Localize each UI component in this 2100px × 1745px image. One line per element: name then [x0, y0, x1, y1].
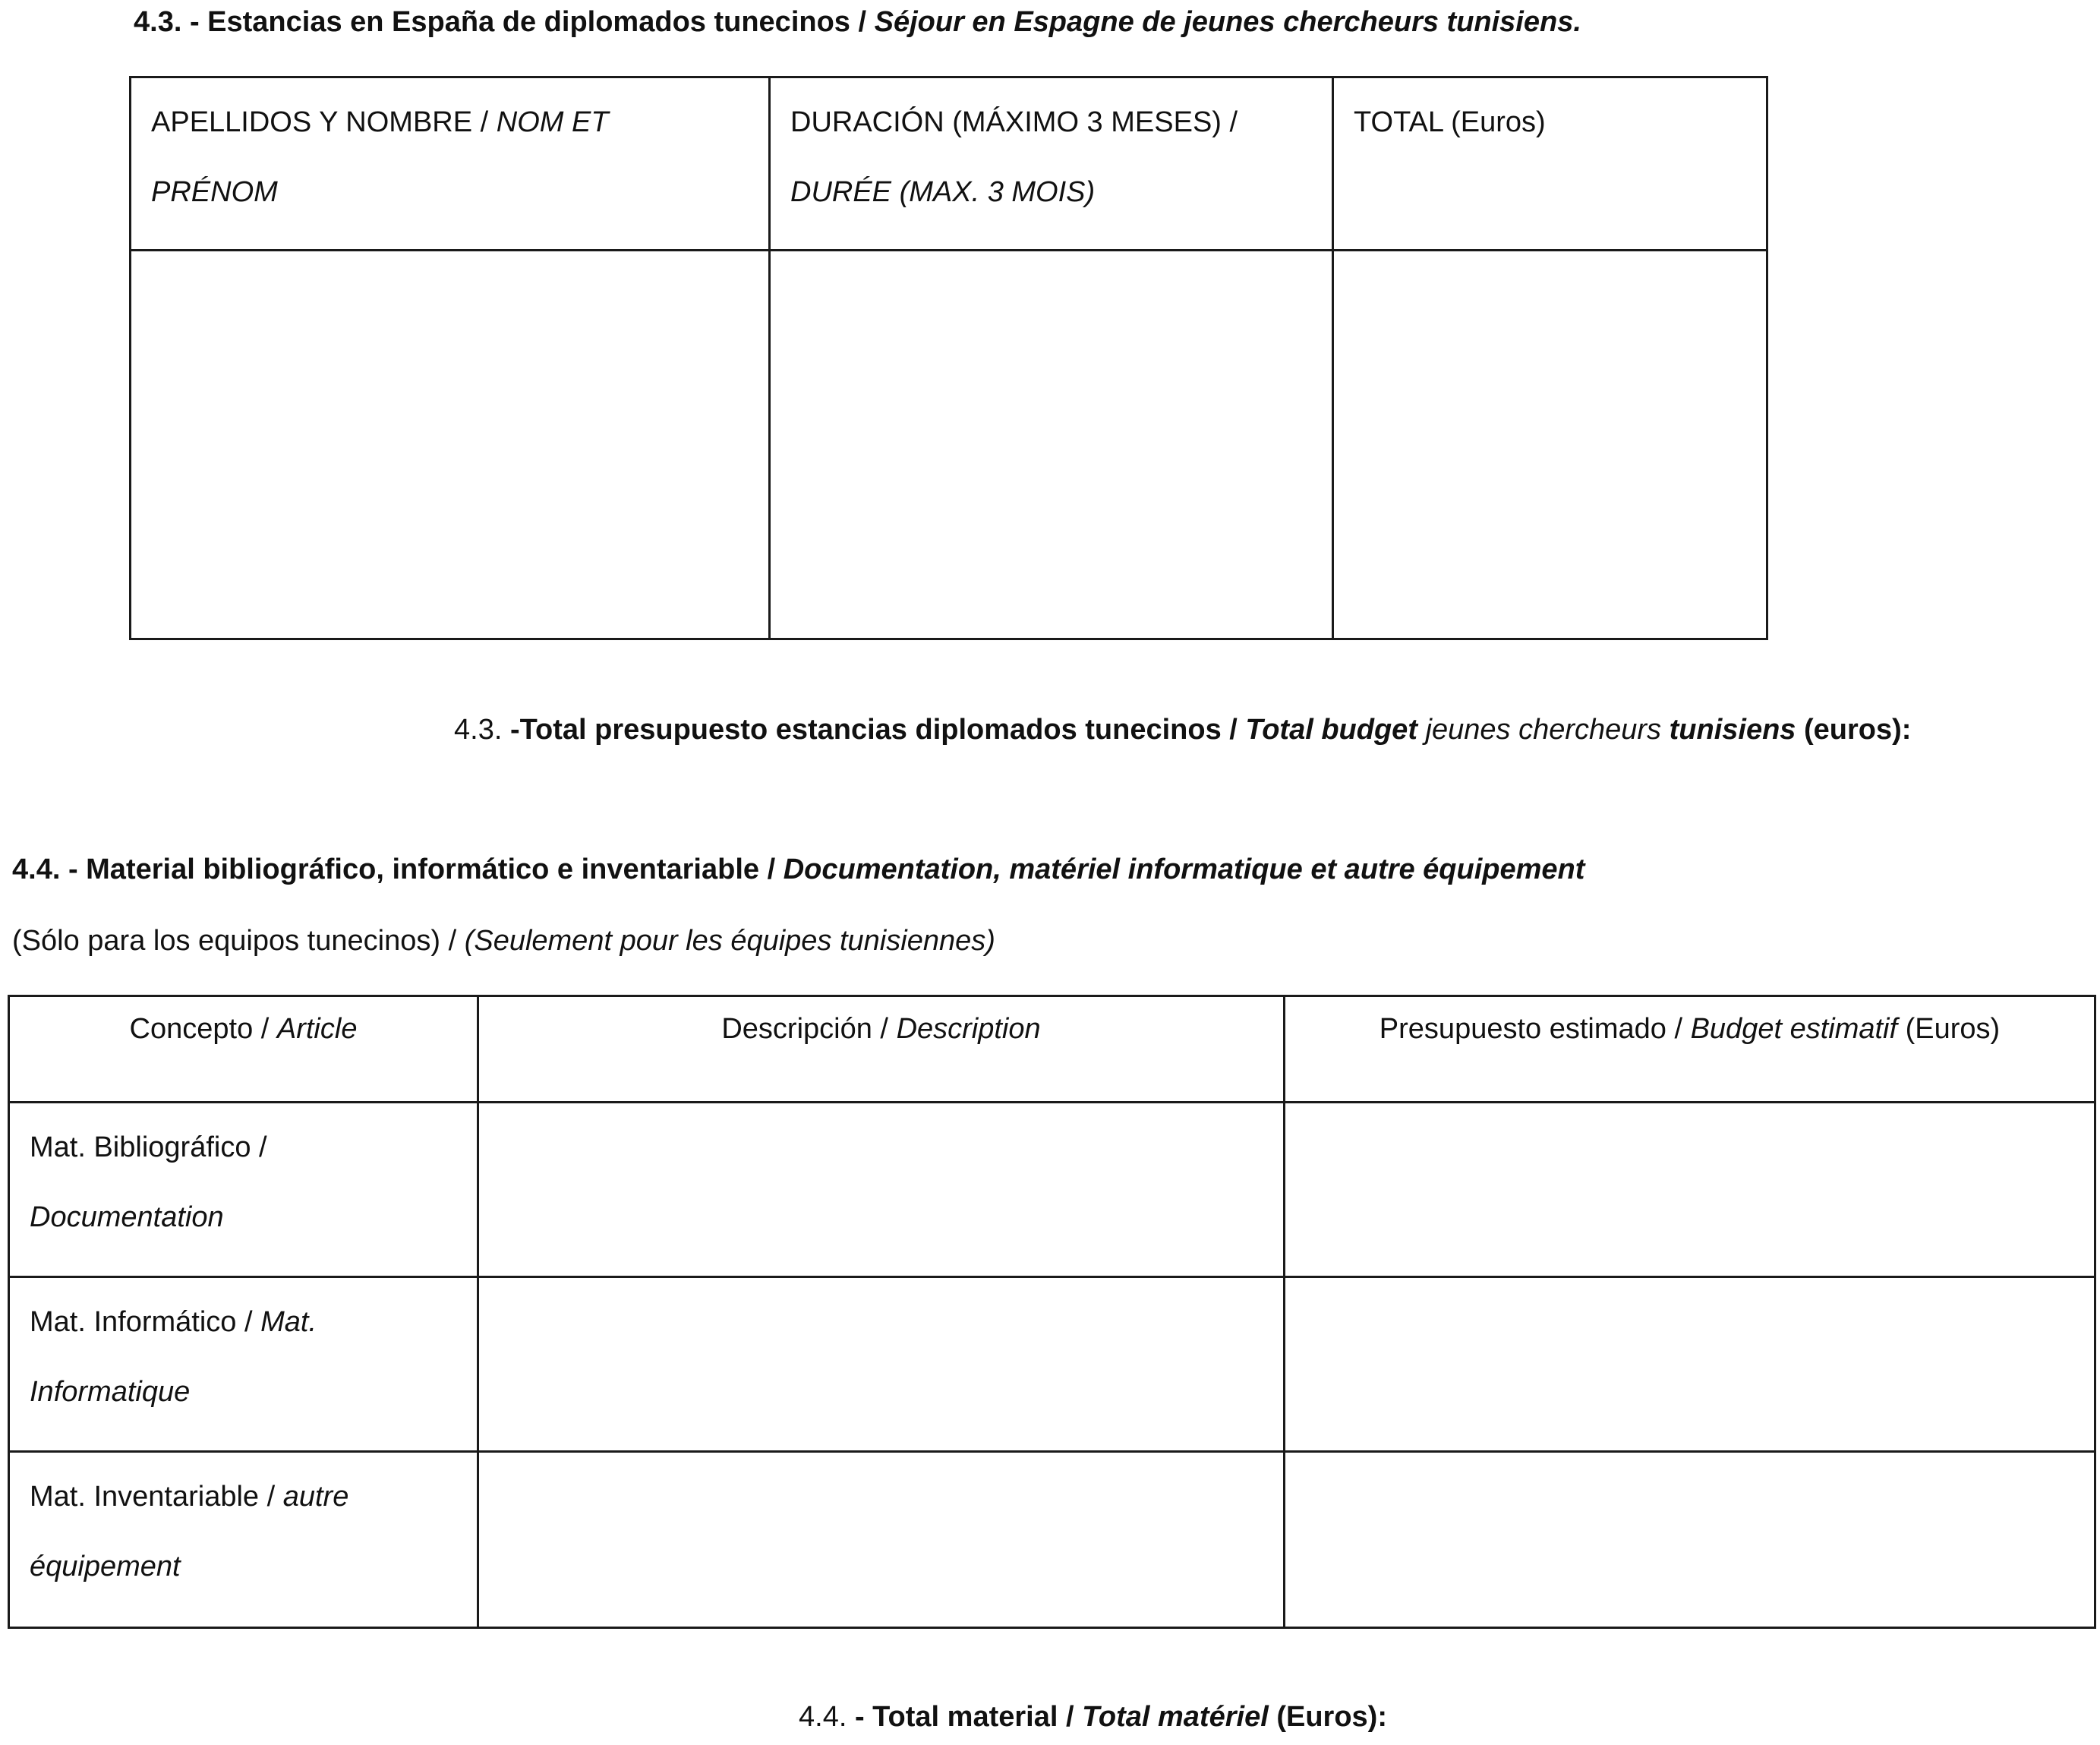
material-row-label: Mat. Inventariable / autre équipement: [9, 1452, 478, 1628]
section-4-4-heading: [12, 854, 1584, 886]
material-description-cell[interactable]: [478, 1277, 1285, 1452]
section-4-3-heading-es: 4.3. - Estancias en España de diplomados tunecinos /: [134, 6, 875, 38]
stays-name-cell[interactable]: [131, 251, 770, 639]
material-row-informatic: [9, 1277, 2095, 1452]
stays-total-cell[interactable]: [1333, 251, 1767, 639]
stays-table-header-row: [131, 77, 1767, 251]
material-table: [8, 995, 2096, 1629]
stays-table: [129, 76, 1768, 640]
material-row-label: Mat. Informático / Mat. Informatique: [9, 1277, 478, 1452]
material-budget-cell[interactable]: [1285, 1277, 2095, 1452]
material-row-inventory: [9, 1452, 2095, 1628]
material-description-cell[interactable]: [478, 1103, 1285, 1277]
material-col-description-header: Descripción / Description: [478, 996, 1285, 1103]
stays-total-line: 4.3. -Total presupuesto estancias diplomados tunecinos / Total budget jeunes chercheurs tunisiens (euros):: [454, 714, 1912, 746]
material-description-cell[interactable]: [478, 1452, 1285, 1628]
material-total-line: 4.4. - Total material / Total matériel (Euros):: [799, 1701, 1387, 1733]
section-4-4-heading-es: 4.4. - Material bibliográfico, informático e inventariable /: [12, 854, 784, 885]
material-row-label: Mat. Bibliográfico / Documentation: [9, 1103, 478, 1277]
stays-duration-cell[interactable]: [770, 251, 1333, 639]
section-4-3-heading: [134, 6, 1581, 39]
stays-col-name-header: APELLIDOS Y NOMBRE / NOM ET PRÉNOM: [131, 77, 770, 251]
material-table-header-row: [9, 996, 2095, 1103]
stays-table-entry-row: [131, 251, 1767, 639]
section-4-4-note: (Sólo para los equipos tunecinos) / (Seulement pour les équipes tunisiennes): [12, 925, 995, 957]
material-col-budget-header: Presupuesto estimado / Budget estimatif (Euros): [1285, 996, 2095, 1103]
stays-col-duration-header: DURACIÓN (MÁXIMO 3 MESES) / DURÉE (MAX. 3 MOIS): [770, 77, 1333, 251]
material-col-article-header: Concepto / Article: [9, 996, 478, 1103]
material-budget-cell[interactable]: [1285, 1103, 2095, 1277]
section-4-3-heading-fr: Séjour en Espagne de jeunes chercheurs tunisiens.: [874, 6, 1581, 38]
stays-col-total-header: TOTAL (Euros): [1333, 77, 1767, 251]
material-row-bibliographic: [9, 1103, 2095, 1277]
section-4-4-heading-fr: Documentation, matériel informatique et autre équipement: [783, 854, 1585, 885]
material-budget-cell[interactable]: [1285, 1452, 2095, 1628]
